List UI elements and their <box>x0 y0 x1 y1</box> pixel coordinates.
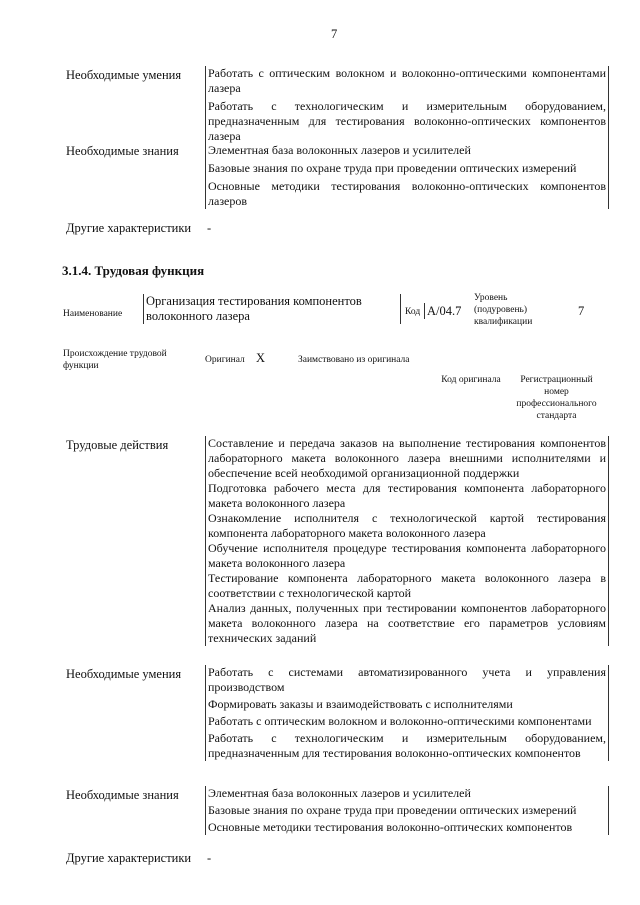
name-label: Наименование <box>63 309 123 319</box>
action-item: Подготовка рабочего места для тестирования компонента лабораторного макета волоконного лазера <box>208 481 606 510</box>
knowledge-item: Элементная база волоконных лазеров и усилителей <box>208 143 471 157</box>
action-item: Ознакомление исполнителя с технологической картой тестирования компонента лабораторного макета волоконного лазера <box>208 511 606 540</box>
skills-label-b: Необходимые умения <box>66 667 182 681</box>
other-value-b: - <box>207 851 212 865</box>
skill-item: Работать с системами автоматизированного учета и управления производством <box>208 665 606 694</box>
reg-number-label: Регистрационный номер профессионального стандарта <box>516 375 597 421</box>
knowledge-label: Необходимые знания <box>66 144 179 158</box>
knowledge-item: Основные методики тестирования волоконно-оптических компонентов лазеров <box>208 179 606 208</box>
borrowed-label: Заимствовано из оригинала <box>298 355 410 365</box>
code-value: A/04.7 <box>424 303 461 319</box>
knowledge-item: Базовые знания по охране труда при проведении оптических измерений <box>208 161 577 175</box>
knowledge-cell <box>205 143 609 209</box>
level-label: Уровень (подуровень) квалификации <box>474 293 533 327</box>
knowledge-cell-b <box>205 786 609 835</box>
skill-item: Формировать заказы и взаимодействовать с исполнителями <box>208 697 513 711</box>
function-name: Организация тестирования компонентов волоконного лазера <box>143 294 401 324</box>
action-item: Тестирование компонента лабораторного макета волоконного лазера в соответствии с технологической картой <box>208 571 606 600</box>
knowledge-item: Базовые знания по охране труда при проведении оптических измерений <box>208 803 577 817</box>
original-label: Оригинал <box>205 355 245 365</box>
action-item: Анализ данных, полученных при тестировании компонентов лабораторного макета волоконного лазера на соответствие его параметров условиям технических заданий <box>208 601 606 645</box>
skill-item: Работать с технологическим и измерительным оборудованием, предназначенным для тестирования волоконно-оптических компонентов <box>208 731 606 760</box>
skill-item: Работать с оптическим волокном и волоконно-оптическими компонентами лазера <box>208 66 606 95</box>
skills-label: Необходимые умения <box>66 68 182 82</box>
code-label: Код <box>405 307 421 317</box>
action-item: Обучение исполнителя процедуре тестирования компонента лабораторного макета волоконного лазера <box>208 541 606 570</box>
other-label: Другие характеристики <box>66 221 192 235</box>
original-mark: X <box>256 351 266 365</box>
knowledge-label-b: Необходимые знания <box>66 788 179 802</box>
knowledge-item: Элементная база волоконных лазеров и усилителей <box>208 786 471 800</box>
level-value: 7 <box>578 304 585 318</box>
skills-cell-b <box>205 665 609 761</box>
page-number: 7 <box>331 27 338 41</box>
other-value: - <box>207 221 212 235</box>
origin-label: Происхождение трудовой функции <box>63 349 167 371</box>
other-label-b: Другие характеристики <box>66 851 192 865</box>
actions-label: Трудовые действия <box>66 438 169 452</box>
skill-item: Работать с технологическим и измерительным оборудованием, предназначенным для тестирования волоконно-оптических компонентов лазера <box>208 99 606 143</box>
knowledge-item: Основные методики тестирования волоконно-оптических компонентов <box>208 820 573 834</box>
skills-cell <box>205 66 609 144</box>
skill-item: Работать с оптическим волокном и волоконно-оптическими компонентами <box>208 714 592 728</box>
actions-cell <box>205 436 609 646</box>
action-item: Составление и передача заказов на выполнение тестирования компонентов лабораторного макета волоконного лазера внешними исполнителями и обеспечение всей необходимой организационной поддержки <box>208 436 606 480</box>
section-title: 3.1.4. Трудовая функция <box>62 263 205 278</box>
code-original-label: Код оригинала <box>441 375 501 385</box>
